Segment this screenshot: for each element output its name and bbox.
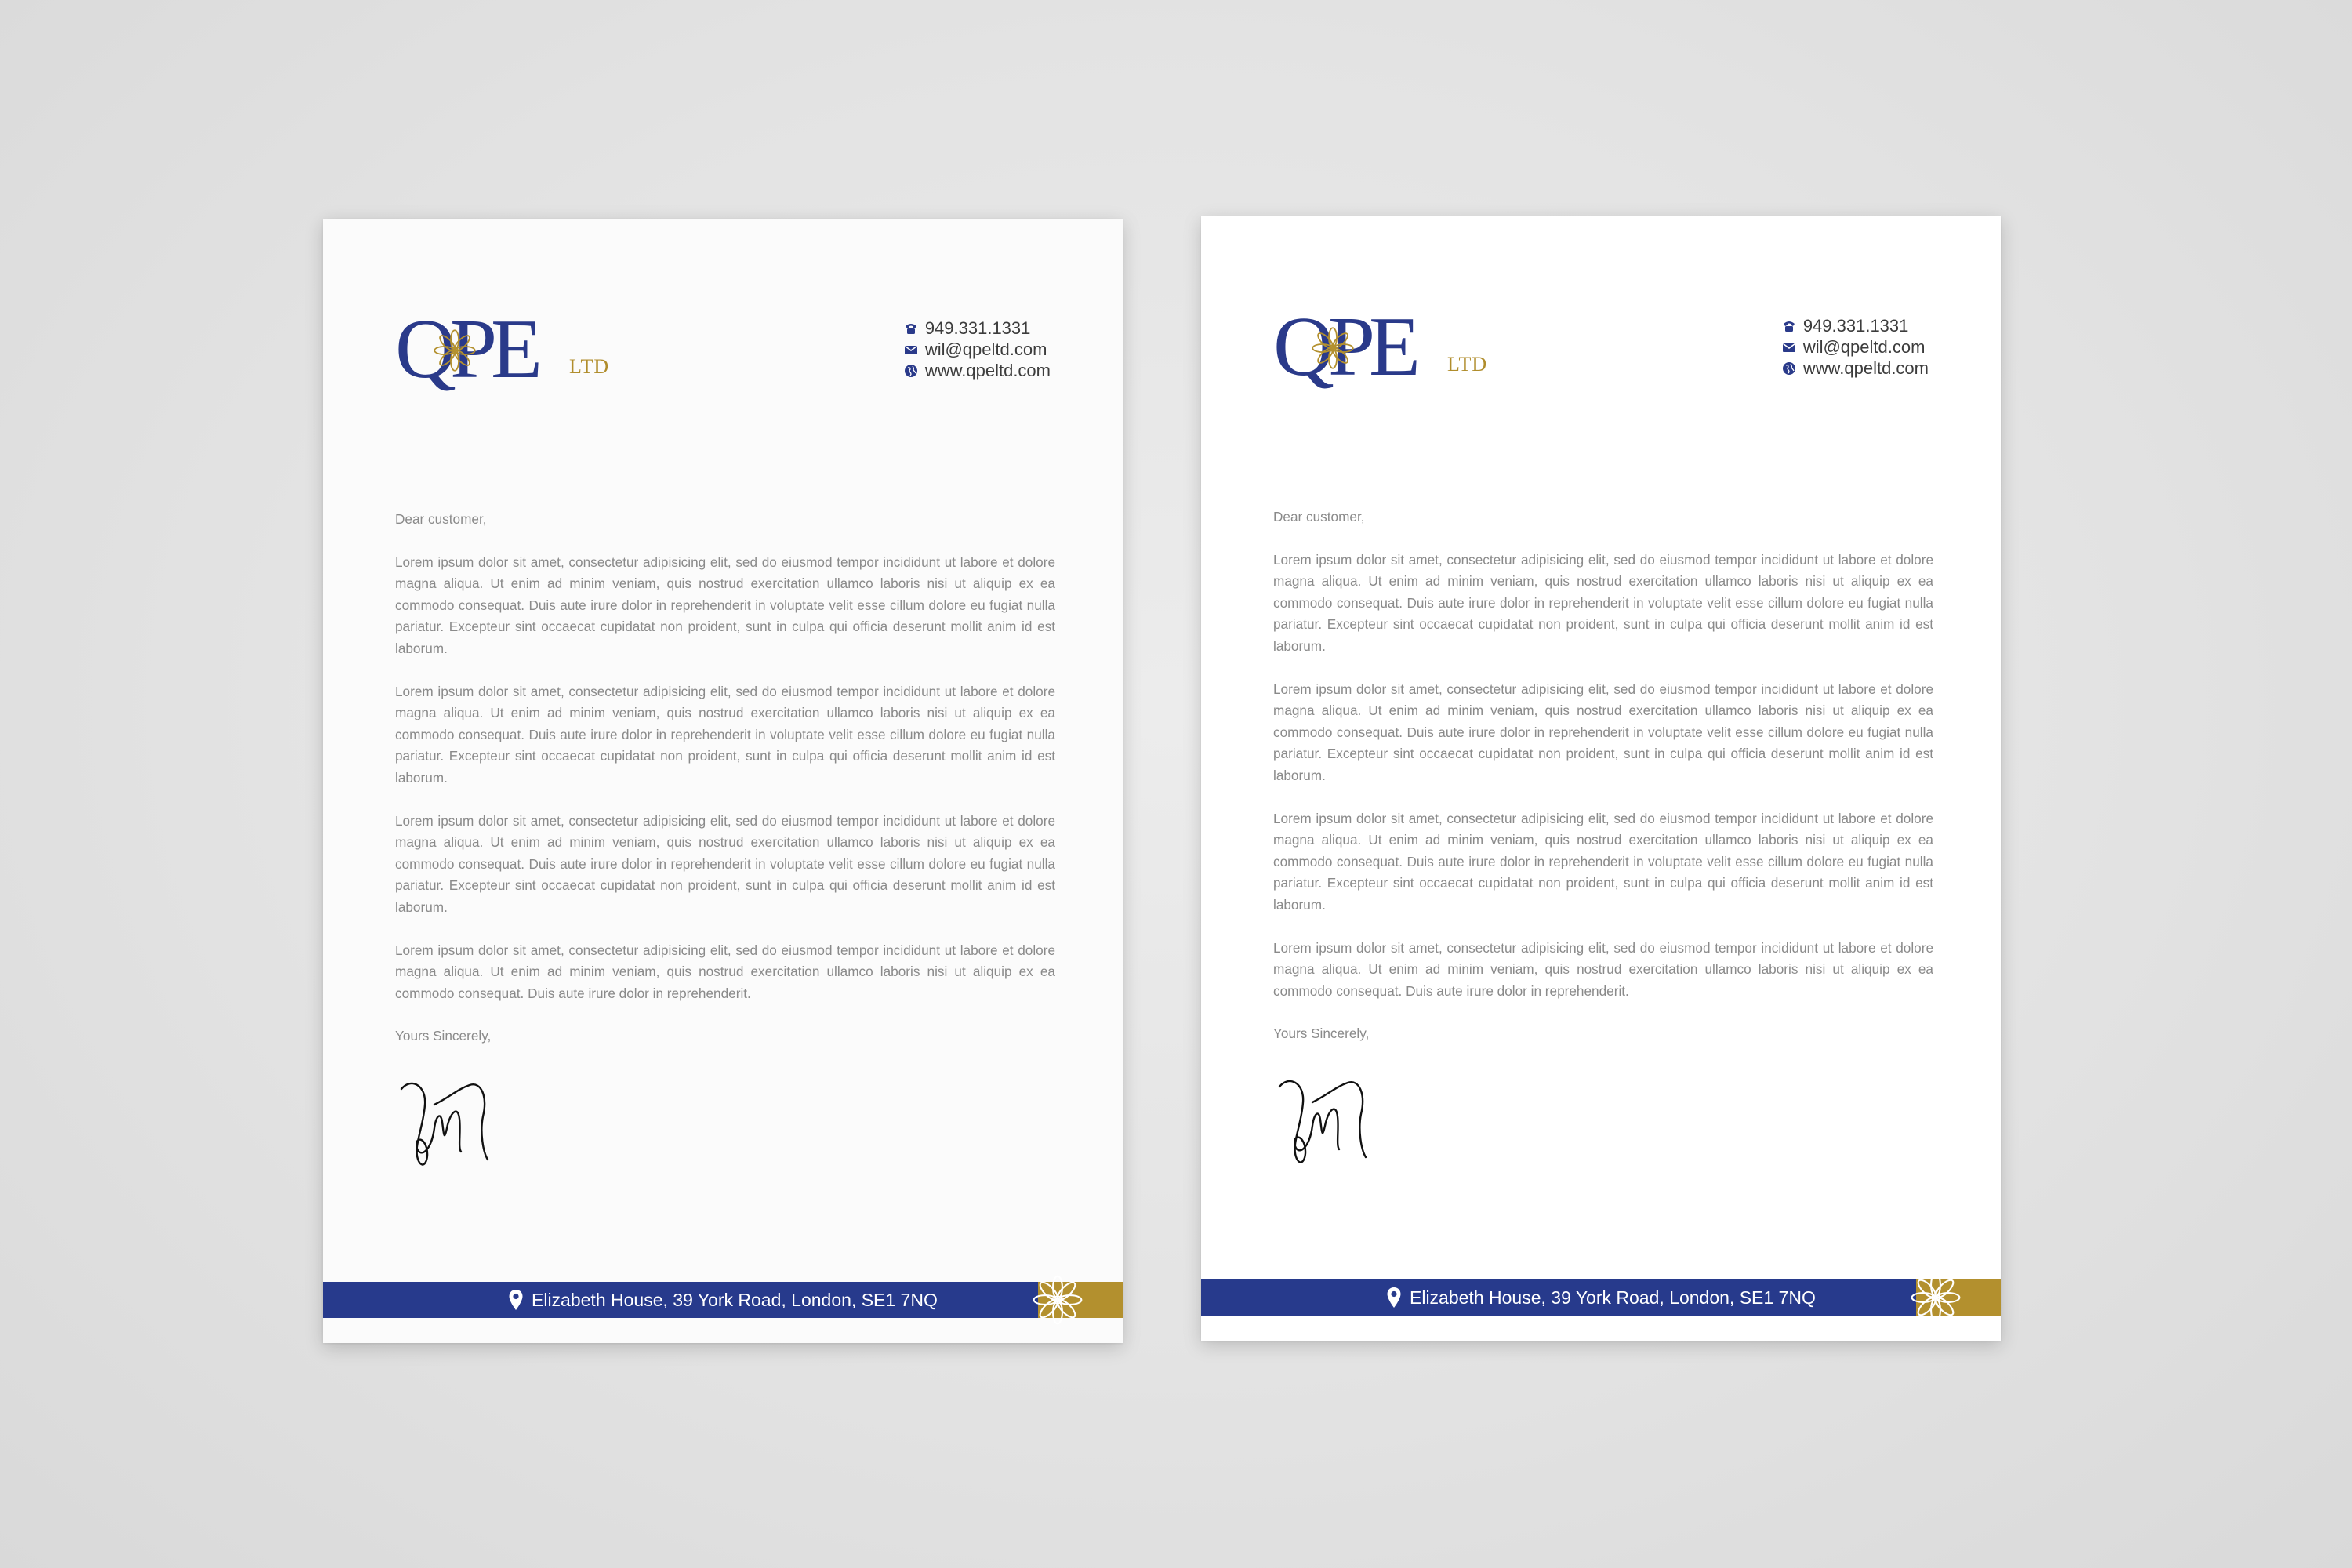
letter-paragraph: Lorem ipsum dolor sit amet, consectetur adipisicing elit, sed do eiusmod tempor incididunt ut labore et dolore magna aliqua. Ut enim ad minim veniam, quis nostrud exercitation ullamco laboris nisi ut aliquip ex ea commodo consequat. Duis aute irure dolor in reprehenderit. (1273, 939, 1933, 999)
contact-phone: 949.331.1331 (1802, 316, 1909, 336)
contact-email-row (903, 339, 1051, 360)
phone-icon (1781, 318, 1797, 334)
letter-paragraph: Lorem ipsum dolor sit amet, consectetur adipisicing elit, sed do eiusmod tempor incididunt ut labore et dolore magna aliqua. Ut enim ad minim veniam, quis nostrud exercitation ullamco laboris nisi ut aliquip ex ea commodo consequat. Duis aute irure dolor in reprehenderit. (395, 942, 1055, 1001)
letter-greeting: Dear customer, (395, 511, 487, 527)
letter-closing: Yours Sincerely, (395, 1028, 492, 1044)
letter-paragraph: Lorem ipsum dolor sit amet, consectetur adipisicing elit, sed do eiusmod tempor incididunt ut labore et dolore magna aliqua. Ut enim ad minim veniam, quis nostrud exercitation ullamco laboris nisi ut aliquip ex ea commodo consequat. Duis aute irure dolor in reprehenderit in voluptate velit esse cillum dolore eu fugiat nulla pariatur. Excepteur sint occaecat cupidatat non proident, sunt in culpa qui officia deserunt mollit anim id est laborum. (1273, 810, 1933, 913)
location-pin-icon (1386, 1287, 1402, 1308)
letter-paragraph: Lorem ipsum dolor sit amet, consectetur adipisicing elit, sed do eiusmod tempor incididunt ut labore et dolore magna aliqua. Ut enim ad minim veniam, quis nostrud exercitation ullamco laboris nisi ut aliquip ex ea commodo consequat. Duis aute irure dolor in reprehenderit in voluptate velit esse cillum dolore eu fugiat nulla pariatur. Excepteur sint occaecat cupidatat non proident, sunt in culpa qui officia deserunt mollit anim id est laborum. (1273, 681, 1933, 783)
contact-email-row (1781, 336, 1929, 358)
company-logo (1273, 300, 1508, 394)
contact-website: www.qpeltd.com (924, 361, 1051, 380)
contact-email: wil@qpeltd.com (1802, 337, 1926, 357)
letter-paragraph: Lorem ipsum dolor sit amet, consectetur adipisicing elit, sed do eiusmod tempor incididunt ut labore et dolore magna aliqua. Ut enim ad minim veniam, quis nostrud exercitation ullamco laboris nisi ut aliquip ex ea commodo consequat. Duis aute irure dolor in reprehenderit in voluptate velit esse cillum dolore eu fugiat nulla pariatur. Excepteur sint occaecat cupidatat non proident, sunt in culpa qui officia deserunt mollit anim id est laborum. (1273, 551, 1933, 654)
letter-greeting: Dear customer, (1273, 509, 1365, 524)
globe-icon (903, 363, 919, 379)
letter-body (1273, 506, 1933, 1045)
contact-block (903, 318, 1051, 381)
phone-icon (903, 321, 919, 336)
footer-bar (1201, 1279, 2001, 1316)
letter-paragraph: Lorem ipsum dolor sit amet, consectetur adipisicing elit, sed do eiusmod tempor incididunt ut labore et dolore magna aliqua. Ut enim ad minim veniam, quis nostrud exercitation ullamco laboris nisi ut aliquip ex ea commodo consequat. Duis aute irure dolor in reprehenderit in voluptate velit esse cillum dolore eu fugiat nulla pariatur. Excepteur sint occaecat cupidatat non proident, sunt in culpa qui officia deserunt mollit anim id est laborum. (395, 812, 1055, 915)
email-icon (1781, 339, 1797, 355)
footer-address-text: Elizabeth House, 39 York Road, London, SE1 7NQ (532, 1289, 938, 1310)
footer-bar (323, 1282, 1123, 1318)
logo-text: QPE (1273, 300, 1415, 394)
contact-phone-row (1781, 315, 1929, 336)
footer-address (508, 1282, 938, 1318)
footer-address-text: Elizabeth House, 39 York Road, London, SE1 7NQ (1410, 1287, 1816, 1308)
letter-paragraph: Lorem ipsum dolor sit amet, consectetur adipisicing elit, sed do eiusmod tempor incididunt ut labore et dolore magna aliqua. Ut enim ad minim veniam, quis nostrud exercitation ullamco laboris nisi ut aliquip ex ea commodo consequat. Duis aute irure dolor in reprehenderit in voluptate velit esse cillum dolore eu fugiat nulla pariatur. Excepteur sint occaecat cupidatat non proident, sunt in culpa qui officia deserunt mollit anim id est laborum. (395, 554, 1055, 656)
signature-icon (1273, 1071, 1375, 1173)
email-icon (903, 342, 919, 358)
location-pin-icon (508, 1289, 524, 1311)
letter-body (395, 509, 1055, 1047)
contact-website: www.qpeltd.com (1802, 358, 1929, 378)
contact-website-row (903, 360, 1051, 381)
contact-website-row (1781, 358, 1929, 379)
flower-icon (1032, 1274, 1083, 1326)
flower-icon (1910, 1272, 1962, 1323)
contact-email: wil@qpeltd.com (924, 339, 1047, 359)
letter-paragraph: Lorem ipsum dolor sit amet, consectetur adipisicing elit, sed do eiusmod tempor incididunt ut labore et dolore magna aliqua. Ut enim ad minim veniam, quis nostrud exercitation ullamco laboris nisi ut aliquip ex ea commodo consequat. Duis aute irure dolor in reprehenderit in voluptate velit esse cillum dolore eu fugiat nulla pariatur. Excepteur sint occaecat cupidatat non proident, sunt in culpa qui officia deserunt mollit anim id est laborum. (395, 683, 1055, 786)
contact-phone: 949.331.1331 (924, 318, 1031, 338)
logo-suffix: LTD (1447, 353, 1488, 376)
flower-icon (1311, 326, 1355, 370)
footer-address (1386, 1279, 1816, 1316)
letterhead-sheet-left (323, 219, 1123, 1343)
globe-icon (1781, 361, 1797, 376)
letter-closing: Yours Sincerely, (1273, 1025, 1370, 1042)
logo-text: QPE (395, 303, 537, 396)
company-logo (395, 303, 630, 396)
letterhead-sheet-right (1201, 216, 2001, 1341)
contact-block (1781, 315, 1929, 379)
flower-icon (433, 328, 477, 372)
signature-icon (395, 1073, 497, 1175)
logo-suffix: LTD (569, 355, 610, 378)
contact-phone-row (903, 318, 1051, 339)
